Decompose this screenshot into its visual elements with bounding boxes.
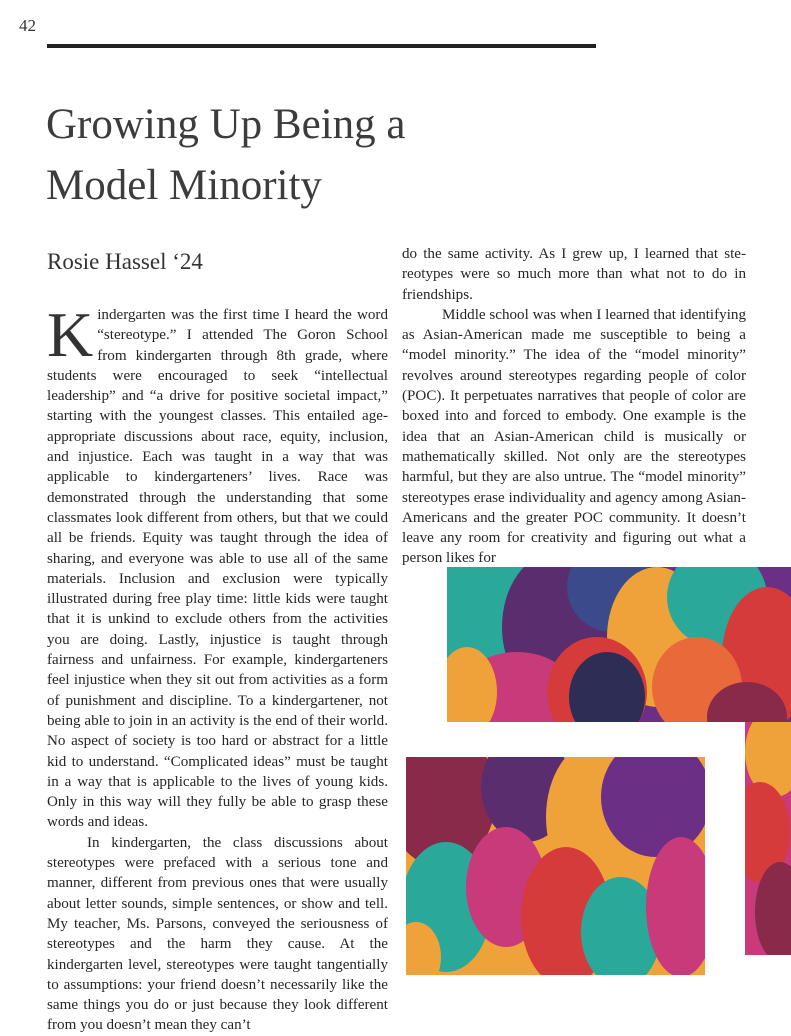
silhouette-art-bottom (406, 757, 705, 975)
article-title (46, 94, 606, 216)
title-line-1: Growing Up Being a (46, 101, 406, 148)
left-column (47, 299, 388, 1036)
paragraph-1 (47, 299, 388, 833)
paragraph-4: Middle school was when I learned that identifying as Asian-American made me susceptible to being a “model minority.” The idea of the “model minority” revolves around stereotypes regarding people of color (POC). It perpetuates narratives that people of color are boxed into and forced to embody. One example is the idea that an Asian-American child is musically or mathematically skilled. Not only are the stereotypes harmful, but they are also untrue. The “model minority” stereotypes erase individuality and agency among Asian-Americans and the greater POC community. It doesn’t leave any room for creativity and figuring out what a person likes for (402, 306, 746, 567)
top-rule (47, 44, 596, 48)
paragraph-3: do the same activity. As I grew up, I learned that stereotypes were so much more than what not to do in friendships. (402, 246, 746, 303)
right-column (402, 244, 746, 569)
paragraph-1-text: indergarten was the first time I heard the word “stereotype.” I attended The Goron School from kindergarten through 8th grade, where students were encouraged to seek “intellectual leadership” and “a drive for positive societal impact,” starting with the youngest classes. This entailed age-appropriate discussions about race, equity, inclusion, and injustice. Each was taught in a way that was applicable to kindergarteners’ lives. Race was demonstrated through the understanding that some classmates look different from others, but that we could all be friends. Equity was taught through the idea of sharing, and everyone was able to use all of the same materials. Inclusion and exclusion were typically illustrated during free play time: little kids were taught that it is unkind to exclude others from the activities you are doing. Lastly, injustice is taught through fairness and unfairness. For example, kindergarteners feel injustice when they sit out from activities as a form of punishment and discipline. To a kindergartener, not being able to join in an activity is the end of their world. No aspect of society is too hard or abstract for a little kid to understand. “Complicated ideas” must be taught in a way that is applicable to the lives of young kids. Only in this way will they fully be able to grasp these words and ideas. (47, 307, 388, 831)
silhouette-art-top (447, 567, 791, 722)
paragraph-2: In kindergarten, the class discussions about stereotypes were prefaced with a serious tone and manner, different from previous ones that were usually about letter sounds, simple sentences, or show and tell. My teacher, Ms. Parsons, conveyed the seriousness of stereotypes and the harm they cause. At the kindergarten level, stereotypes were taught tangentially to assumptions: your friend doesn’t necessarily like the same things you do or just because they look different from you doesn’t mean they can’t (47, 834, 388, 1034)
drop-cap: K (47, 299, 94, 370)
silhouette-art-right (745, 722, 791, 955)
byline: Rosie Hassel ‘24 (47, 249, 203, 274)
page-number: 42 (19, 16, 36, 35)
title-line-2: Model Minority (46, 162, 322, 209)
